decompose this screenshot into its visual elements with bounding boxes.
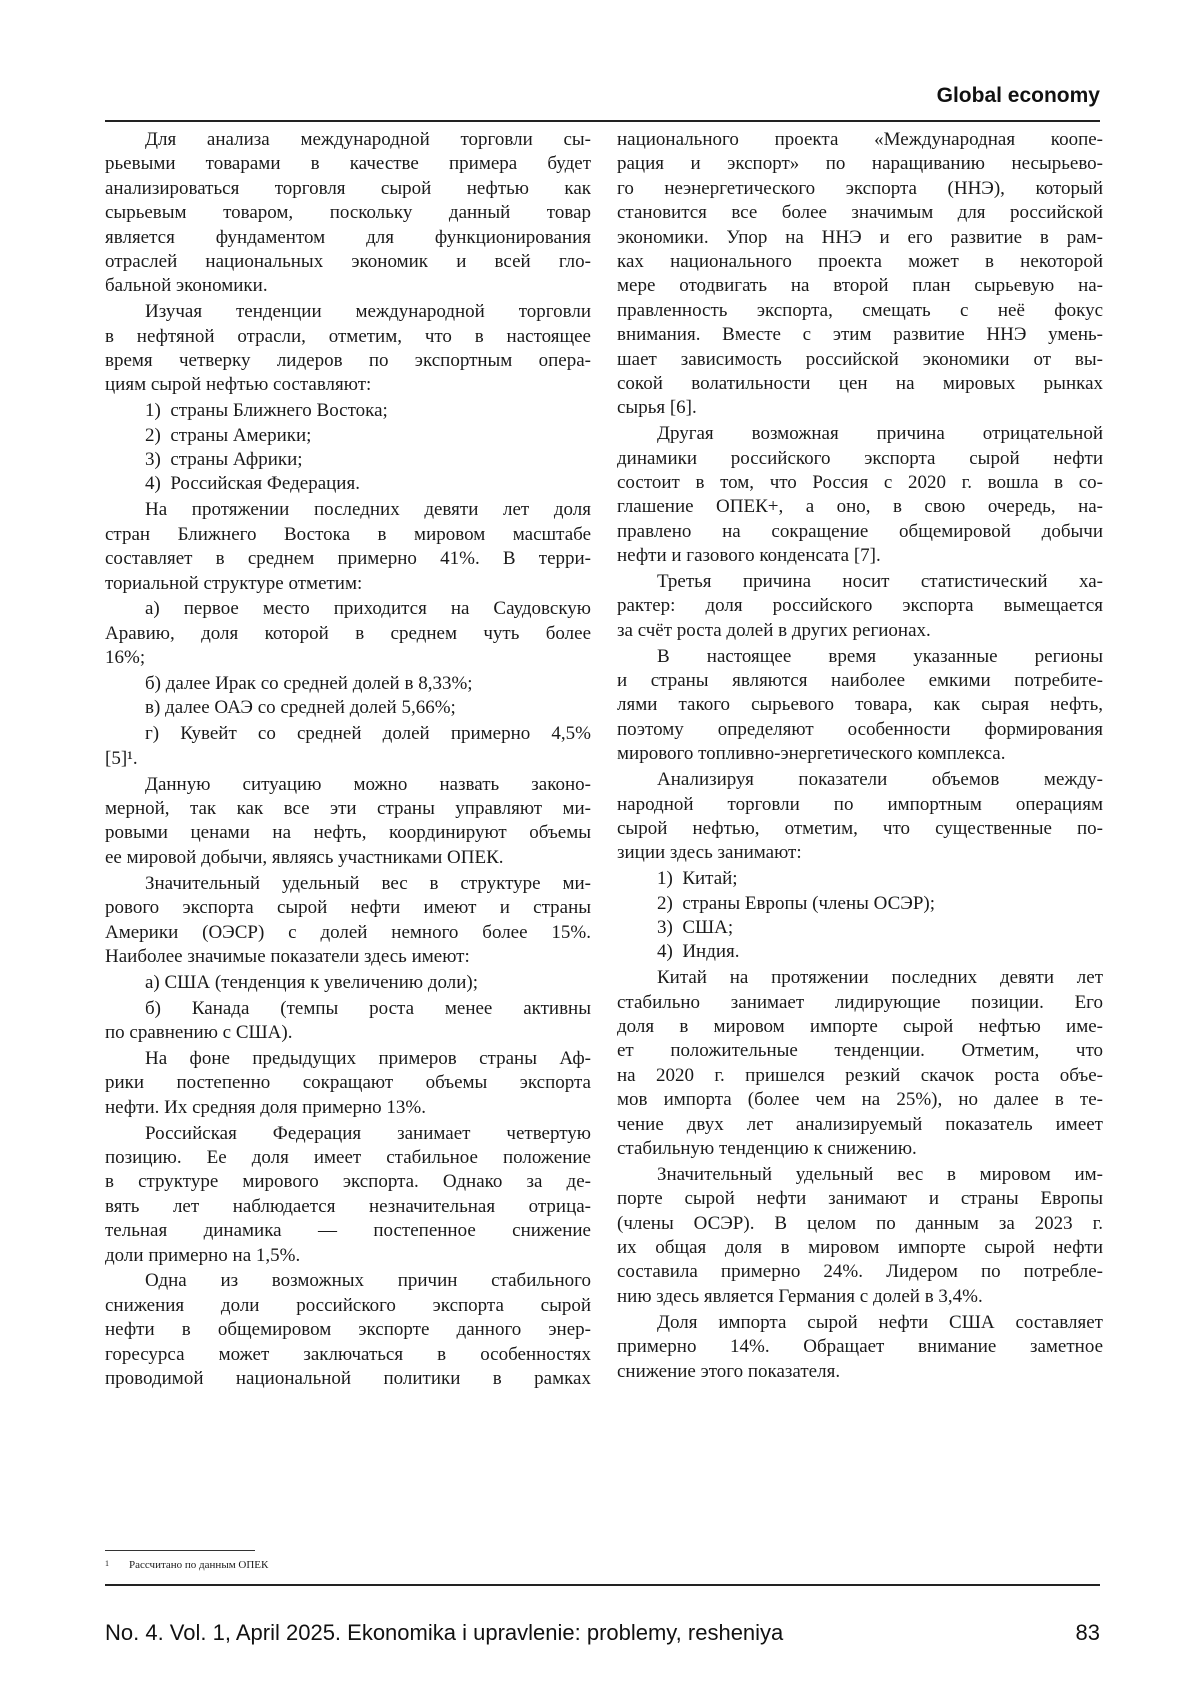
text-line: мерной, так как все эти страны управляют ми- [105, 797, 591, 821]
text-line: Анализируя показатели объемов между- [617, 768, 1103, 792]
text-line: 4) Индия. [617, 940, 1103, 964]
section-header: Global economy [937, 84, 1100, 108]
text-line: зиции здесь занимают: [617, 841, 1103, 865]
text-line: ет положительные тенденции. Отметим, что [617, 1039, 1103, 1063]
text-line: стабильную тенденцию к снижению. [617, 1137, 1103, 1161]
text-line: рактер: доля российского экспорта вымещается [617, 594, 1103, 618]
text-line: Изучая тенденции международной торговли [105, 300, 591, 324]
page-number: 83 [1076, 1620, 1100, 1646]
text-line: 3) США; [617, 916, 1103, 940]
footnote [105, 1559, 268, 1571]
text-line: снижение этого показателя. [617, 1360, 1103, 1384]
text-line: правлено на сокращение общемировой добычи [617, 520, 1103, 544]
text-line: Значительный удельный вес в структуре ми- [105, 872, 591, 896]
text-line: 2) страны Европы (члены ОСЭР); [617, 892, 1103, 916]
text-line: Наиболее значимые показатели здесь имеют: [105, 945, 591, 969]
text-line: лями такого сырьевого товара, как сырая нефть, [617, 693, 1103, 717]
text-line: является фундаментом для функционирования [105, 226, 591, 250]
text-line: Третья причина носит статистический ха- [617, 570, 1103, 594]
paragraph [105, 597, 591, 670]
text-line: ее мировой добычи, являясь участниками ОПЕК. [105, 846, 591, 870]
text-line: б) Канада (темпы роста менее активны [105, 997, 591, 1021]
text-line: Одна из возможных причин стабильного [105, 1269, 591, 1293]
footnote-number: 1 [105, 1559, 129, 1568]
text-line: (члены ОСЭР). В целом по данным за 2023 г. [617, 1212, 1103, 1236]
text-line: Доля импорта сырой нефти США составляет [617, 1311, 1103, 1335]
text-line: чение двух лет анализируемый показатель имеет [617, 1113, 1103, 1137]
text-line: правленность экспорта, смещать с неё фокус [617, 299, 1103, 323]
paragraph [105, 872, 591, 970]
paragraph [617, 1163, 1103, 1309]
text-line: по сравнению с США). [105, 1021, 591, 1045]
text-line: мирового топливно-энергетического комплекса. [617, 742, 1103, 766]
text-line: их общая доля в мировом импорте сырой нефти [617, 1236, 1103, 1260]
paragraph [105, 722, 591, 771]
paragraph [105, 1122, 591, 1268]
paragraph [617, 1311, 1103, 1384]
text-line: становится все более значимым для российской [617, 201, 1103, 225]
text-line: нефти в общемировом экспорте данного энер- [105, 1318, 591, 1342]
text-line: ровыми ценами на нефть, координируют объемы [105, 821, 591, 845]
text-line: а) первое место приходится на Саудовскую [105, 597, 591, 621]
text-line: ках национального проекта может в некоторой [617, 250, 1103, 274]
header-rule [105, 120, 1100, 122]
text-line: рового экспорта сырой нефти имеют и страны [105, 896, 591, 920]
text-line: сырья [6]. [617, 396, 1103, 420]
text-line: рация и экспорт» по наращиванию несырьево- [617, 152, 1103, 176]
text-line: Российская Федерация занимает четвертую [105, 1122, 591, 1146]
text-line: состоит в том, что Россия с 2020 г. вошла в со- [617, 471, 1103, 495]
text-line: экономики. Упор на ННЭ и его развитие в рам- [617, 226, 1103, 250]
text-line: шает зависимость российской экономики от вы- [617, 348, 1103, 372]
journal-citation: No. 4. Vol. 1, April 2025. Ekonomika i upravlenie: problemy, resheniya [105, 1620, 783, 1646]
text-line: го неэнергетического экспорта (ННЭ), который [617, 177, 1103, 201]
text-line: составляет в среднем примерно 41%. В терри- [105, 547, 591, 571]
text-line: Америки (ОЭСР) с долей немного более 15%. [105, 921, 591, 945]
text-line: нефти и газового конденсата [7]. [617, 544, 1103, 568]
text-line: в структуре мирового экспорта. Однако за де- [105, 1170, 591, 1194]
text-line: время четверку лидеров по экспортным опера- [105, 349, 591, 373]
list-block [105, 399, 591, 497]
text-line: доля в мировом импорте сырой нефтью име- [617, 1015, 1103, 1039]
paragraph [617, 570, 1103, 643]
paragraph [105, 300, 591, 398]
text-line: национального проекта «Международная коопе- [617, 128, 1103, 152]
text-line: доли примерно на 1,5%. [105, 1244, 591, 1268]
text-line: бальной экономики. [105, 274, 591, 298]
paragraph [105, 498, 591, 596]
text-line: мов импорта (более чем на 25%), но далее в те- [617, 1088, 1103, 1112]
text-line: тельная динамика — постепенное снижение [105, 1219, 591, 1243]
text-line: б) далее Ирак со средней долей в 8,33%; [105, 672, 591, 696]
text-line: вять лет наблюдается незначительная отрица- [105, 1195, 591, 1219]
text-line: 1) Китай; [617, 867, 1103, 891]
paragraph [617, 128, 1103, 421]
text-line: 4) Российская Федерация. [105, 472, 591, 496]
text-line: динамики российского экспорта сырой нефти [617, 447, 1103, 471]
list-block [617, 867, 1103, 965]
text-line: в нефтяной отрасли, отметим, что в настоящее [105, 325, 591, 349]
text-line: циям сырой нефтью составляют: [105, 373, 591, 397]
text-line: ториальной структуре отметим: [105, 572, 591, 596]
text-line: рьевыми товарами в качестве примера будет [105, 152, 591, 176]
text-line: сырьевым товаром, поскольку данный товар [105, 201, 591, 225]
footnote-rule [105, 1550, 255, 1551]
paragraph [617, 966, 1103, 1161]
text-line: сырой нефтью, отметим, что существенные по- [617, 817, 1103, 841]
right-column [617, 128, 1103, 1385]
text-line: поэтому определяют особенности формирования [617, 718, 1103, 742]
text-line: Значительный удельный вес в мировом им- [617, 1163, 1103, 1187]
paragraph [105, 773, 591, 871]
text-line: Аравию, доля которой в среднем чуть более [105, 622, 591, 646]
text-line: Китай на протяжении последних девяти лет [617, 966, 1103, 990]
text-line: позицию. Ее доля имеет стабильное положение [105, 1146, 591, 1170]
text-line: горесурса может заключаться в особенностях [105, 1343, 591, 1367]
paragraph [105, 1047, 591, 1120]
text-line: а) США (тенденция к увеличению доли); [105, 971, 591, 995]
text-line: Данную ситуацию можно назвать законо- [105, 773, 591, 797]
text-line: снижения доли российского экспорта сырой [105, 1294, 591, 1318]
list-block [105, 672, 591, 721]
text-line: на 2020 г. пришелся резкий скачок роста объе- [617, 1064, 1103, 1088]
text-line: мере отодвигать на второй план сырьевую на- [617, 274, 1103, 298]
text-line: 3) страны Африки; [105, 448, 591, 472]
footnote-text: Рассчитано по данным ОПЕК [129, 1559, 268, 1571]
text-line: за счёт роста долей в других регионах. [617, 619, 1103, 643]
text-line: отраслей национальных экономик и всей гло- [105, 250, 591, 274]
paragraph [617, 645, 1103, 767]
text-line: г) Кувейт со средней долей примерно 4,5% [105, 722, 591, 746]
text-line: Другая возможная причина отрицательной [617, 422, 1103, 446]
text-line: На протяжении последних девяти лет доля [105, 498, 591, 522]
text-line: стабильно занимает лидирующие позиции. Его [617, 991, 1103, 1015]
text-line: народной торговли по импортным операциям [617, 793, 1103, 817]
paragraph [617, 422, 1103, 568]
text-line: стран Ближнего Востока в мировом масштабе [105, 523, 591, 547]
footer-rule [105, 1584, 1100, 1586]
text-line: глашение ОПЕК+, а оно, в свою очередь, на- [617, 495, 1103, 519]
text-line: нефти. Их средняя доля примерно 13%. [105, 1096, 591, 1120]
text-line: 2) страны Америки; [105, 424, 591, 448]
paragraph [105, 997, 591, 1046]
text-line: порте сырой нефти занимают и страны Европы [617, 1187, 1103, 1211]
text-line: сокой волатильности цен на мировых рынках [617, 372, 1103, 396]
paragraph [617, 768, 1103, 866]
text-line: [5]¹. [105, 747, 591, 771]
list-block [105, 971, 591, 995]
text-line: 1) страны Ближнего Востока; [105, 399, 591, 423]
paragraph [105, 128, 591, 299]
text-line: составила примерно 24%. Лидером по потребле- [617, 1260, 1103, 1284]
text-line: проводимой национальной политики в рамках [105, 1367, 591, 1391]
text-line: рики постепенно сокращают объемы экспорта [105, 1071, 591, 1095]
text-line: и страны являются наиболее емкими потребите- [617, 669, 1103, 693]
text-line: На фоне предыдущих примеров страны Аф- [105, 1047, 591, 1071]
text-line: В настоящее время указанные регионы [617, 645, 1103, 669]
text-line: анализироваться торговля сырой нефтью как [105, 177, 591, 201]
text-line: внимания. Вместе с этим развитие ННЭ умень- [617, 323, 1103, 347]
text-line: примерно 14%. Обращает внимание заметное [617, 1335, 1103, 1359]
left-column [105, 128, 591, 1393]
text-line: в) далее ОАЭ со средней долей 5,66%; [105, 696, 591, 720]
text-line: нию здесь является Германия с долей в 3,4%. [617, 1285, 1103, 1309]
paragraph [105, 1269, 591, 1391]
text-line: Для анализа международной торговли сы- [105, 128, 591, 152]
text-line: 16%; [105, 646, 591, 670]
